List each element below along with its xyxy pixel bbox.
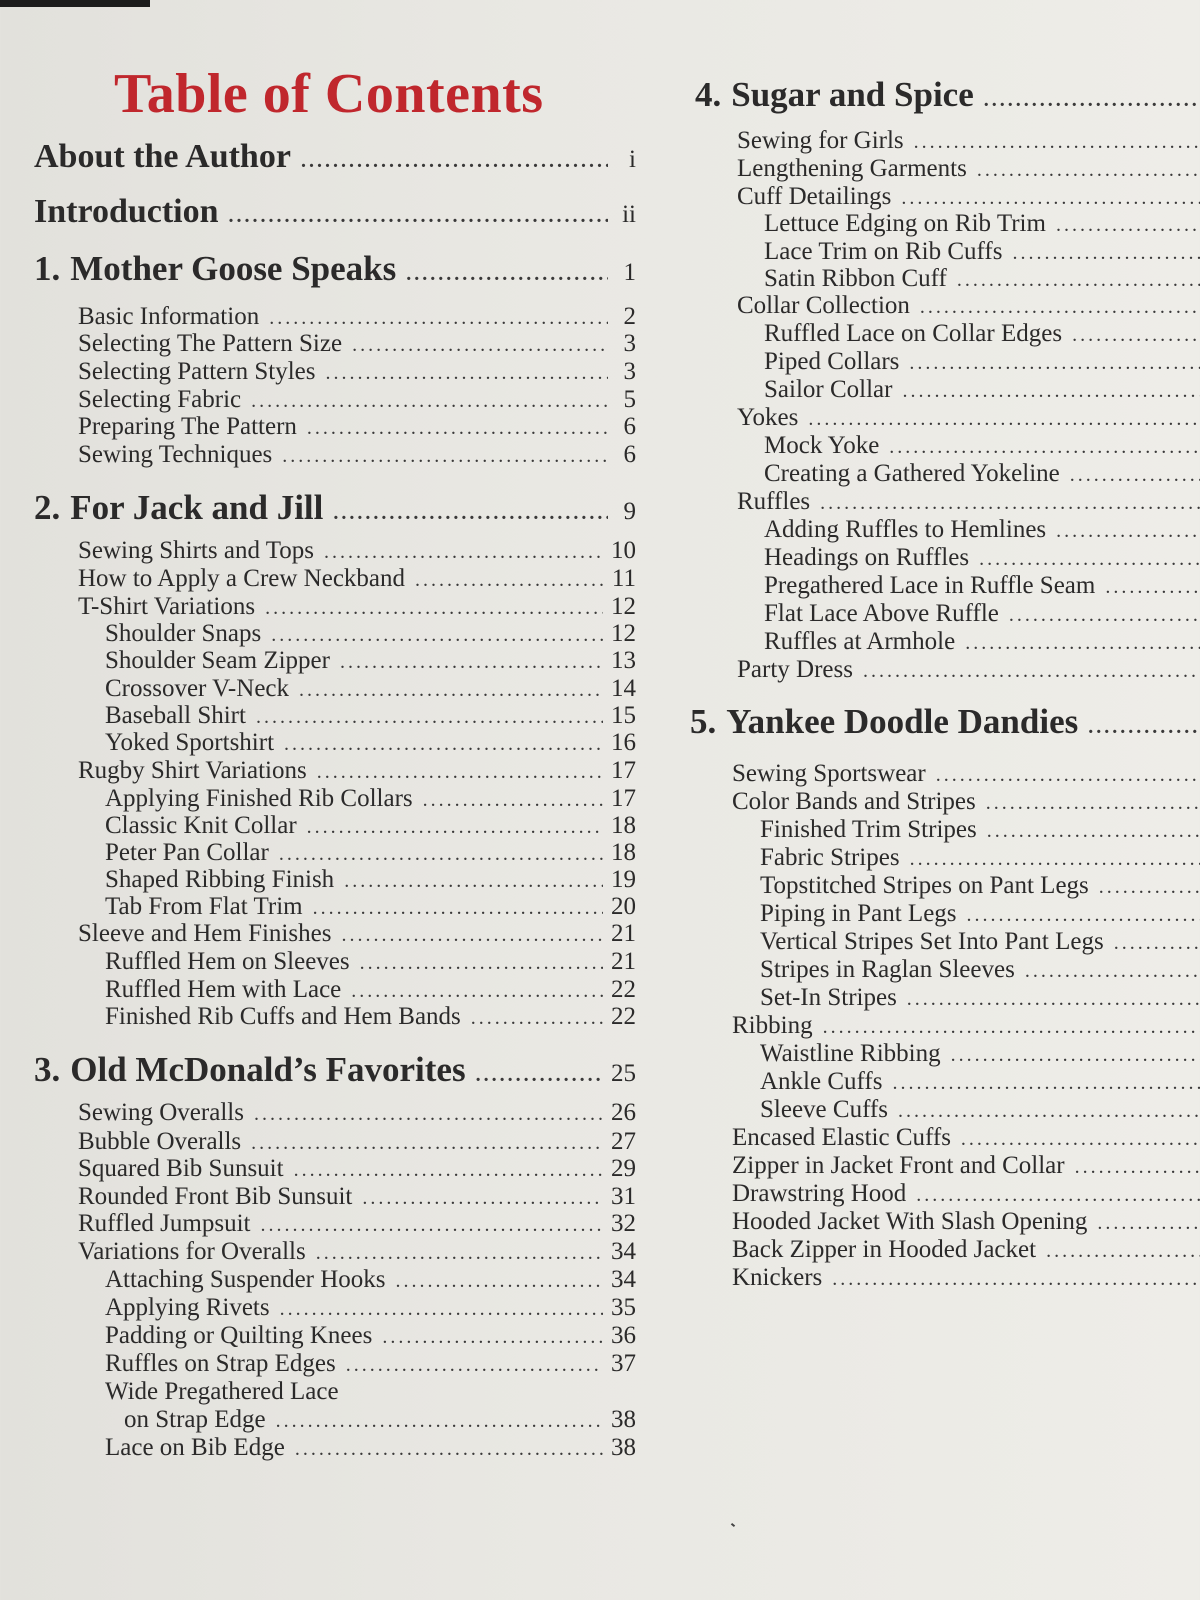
toc-entry-selecting-pattern-styles — [78, 358, 636, 386]
page-number: 1 — [623, 259, 636, 286]
entry-label: T-Shirt Variations — [78, 593, 256, 620]
page-number: 25 — [611, 1060, 636, 1087]
toc-entry-ruffled-hem-on-sleeves — [105, 948, 636, 976]
toc-entry-bubble-overalls — [78, 1128, 636, 1156]
dot-leader — [276, 1410, 603, 1433]
toc-entry-mock-yoke — [764, 432, 1200, 460]
page-number: 29 — [611, 1155, 636, 1182]
toc-entry-set-in-stripes — [760, 984, 1200, 1012]
entry-label: Topstitched Stripes on Pant Legs — [760, 872, 1089, 899]
dot-leader — [902, 380, 1200, 403]
entry-label: Bubble Overalls — [78, 1128, 242, 1155]
entry-label: Tab From Flat Trim — [105, 893, 303, 920]
toc-entry-shaped-ribbing-finish — [105, 866, 636, 894]
entry-label: Shaped Ribbing Finish — [105, 866, 335, 893]
entry-label: Sailor Collar — [764, 376, 893, 403]
page-number: 17 — [611, 757, 636, 784]
toc-entry-sewing-for-girls — [737, 127, 1200, 155]
toc-entry-satin-ribbon-cuff — [764, 265, 1200, 293]
toc-entry-topstitched-stripes-on-pant-legs — [760, 872, 1200, 900]
front-matter-entry-introduction — [34, 193, 636, 231]
toc-entry-finished-rib-cuffs-and-hem-bands — [105, 1003, 636, 1031]
toc-entry-lettuce-edging-on-rib-trim — [764, 210, 1200, 238]
entry-label: Old McDonald’s Favorites — [70, 1050, 466, 1089]
toc-entry-pregathered-lace-in-ruffle-seam — [764, 572, 1200, 600]
toc-entry-yoked-sportshirt — [105, 729, 636, 757]
entry-label: Pregathered Lace in Ruffle Seam — [764, 572, 1096, 599]
dot-leader — [295, 1438, 603, 1461]
page-number: 34 — [611, 1266, 636, 1293]
dot-leader — [907, 988, 1200, 1011]
entry-label: Mock Yoke — [764, 432, 880, 459]
toc-entry-on-strap-edge — [124, 1406, 636, 1434]
toc-entry-t-shirt-variations — [78, 593, 636, 621]
toc-entry-cuff-detailings — [737, 183, 1200, 211]
dot-leader — [307, 417, 608, 440]
dot-leader — [984, 89, 1200, 112]
entry-label: Sewing Shirts and Tops — [78, 537, 314, 564]
dot-leader — [977, 159, 1200, 182]
page-number: i — [629, 146, 636, 173]
dot-leader — [279, 843, 603, 866]
toc-entry-sleeve-cuffs — [760, 1096, 1200, 1124]
entry-label: Ankle Cuffs — [760, 1068, 883, 1095]
entry-label: Attaching Suspender Hooks — [105, 1266, 386, 1293]
dot-leader — [892, 1072, 1200, 1095]
page-number: 31 — [611, 1183, 636, 1210]
toc-entry-zipper-in-jacket-front-and-collar — [732, 1152, 1200, 1180]
toc-entry-shoulder-snaps — [105, 620, 636, 648]
dot-leader — [362, 1187, 603, 1210]
toc-entry-applying-finished-rib-collars — [105, 785, 636, 813]
dot-leader — [820, 492, 1200, 515]
dot-leader — [1025, 960, 1200, 983]
entry-label: Collar Collection — [737, 292, 910, 319]
dot-leader — [313, 897, 603, 920]
entry-label: Ruffled Jumpsuit — [78, 1210, 251, 1237]
dot-leader — [910, 848, 1200, 871]
entry-label: Crossover V-Neck — [105, 675, 290, 702]
entry-label: Lettuce Edging on Rib Trim — [764, 210, 1046, 237]
toc-entry-piped-collars — [764, 348, 1200, 376]
page-number: 21 — [611, 920, 636, 947]
page-number: 37 — [611, 1350, 636, 1377]
dot-leader — [961, 1128, 1200, 1151]
dot-leader — [957, 269, 1200, 292]
page-number: 3 — [623, 330, 636, 357]
entry-label: Rugby Shirt Variations — [78, 757, 307, 784]
page-number: 17 — [611, 785, 636, 812]
entry-label: Party Dress — [737, 656, 853, 683]
dot-leader — [863, 660, 1200, 683]
entry-label: Fabric Stripes — [760, 844, 900, 871]
dot-leader — [1009, 604, 1200, 627]
entry-label: Rounded Front Bib Sunsuit — [78, 1183, 353, 1210]
dot-leader — [346, 1354, 603, 1377]
toc-entry-tab-from-flat-trim — [105, 893, 636, 921]
dot-leader — [916, 1184, 1200, 1207]
entry-label: Creating a Gathered Yokeline — [764, 460, 1060, 487]
dot-leader — [1056, 520, 1200, 543]
toc-entry-creating-a-gathered-yokeline — [764, 460, 1200, 488]
entry-label: Variations for Overalls — [78, 1238, 306, 1265]
entry-label: Set-In Stripes — [760, 984, 897, 1011]
toc-entry-ruffles — [737, 488, 1200, 516]
dot-leader — [382, 1326, 603, 1349]
entry-label: Sleeve and Hem Finishes — [78, 920, 332, 947]
entry-label: Sewing Overalls — [78, 1099, 244, 1126]
toc-entry-yokes — [737, 404, 1200, 432]
dot-leader — [423, 789, 603, 812]
dot-leader — [352, 334, 608, 357]
chapter-number: 3. — [34, 1050, 61, 1089]
entry-label: Lengthening Garments — [737, 155, 967, 182]
paper-speck — [731, 1523, 735, 1527]
toc-entry-selecting-the-pattern-size — [78, 330, 636, 358]
toc-entry-adding-ruffles-to-hemlines — [764, 516, 1200, 544]
entry-label: Satin Ribbon Cuff — [764, 265, 947, 292]
entry-label: Color Bands and Stripes — [732, 788, 976, 815]
toc-entry-padding-or-quilting-knees — [105, 1322, 636, 1350]
dot-leader — [914, 131, 1200, 154]
page-number: 12 — [611, 620, 636, 647]
toc-entry-sewing-sportswear — [732, 760, 1200, 788]
page-number: 5 — [623, 386, 636, 413]
dot-leader — [341, 924, 603, 947]
entry-label: Finished Rib Cuffs and Hem Bands — [105, 1003, 461, 1030]
page-number: 10 — [611, 537, 636, 564]
entry-label: Yokes — [737, 404, 799, 431]
dot-leader — [351, 980, 603, 1003]
page-number: 38 — [611, 1434, 636, 1461]
toc-entry-peter-pan-collar — [105, 839, 636, 867]
toc-entry-variations-for-overalls — [78, 1238, 636, 1266]
dot-leader — [951, 1044, 1200, 1067]
dot-leader — [333, 502, 608, 525]
toc-entry-vertical-stripes-set-into-pant-legs — [760, 928, 1200, 956]
page-title: Table of Contents — [114, 63, 544, 125]
dot-leader — [324, 541, 603, 564]
entry-label: Stripes in Raglan Sleeves — [760, 956, 1015, 983]
dot-leader — [282, 445, 608, 468]
entry-label: Sewing Techniques — [78, 441, 273, 468]
entry-label: Applying Finished Rib Collars — [105, 785, 413, 812]
entry-label: Hooded Jacket With Slash Opening — [732, 1208, 1088, 1235]
page-number: 16 — [611, 729, 636, 756]
entry-label: About the Author — [34, 138, 291, 175]
dot-leader — [307, 816, 603, 839]
toc-entry-encased-elastic-cuffs — [732, 1124, 1200, 1152]
dot-leader — [1099, 876, 1200, 899]
page-number: 9 — [623, 498, 636, 525]
page-number: 13 — [611, 647, 636, 674]
page-number: 22 — [611, 1003, 636, 1030]
dot-leader — [1097, 1212, 1200, 1235]
entry-label: Yankee Doodle Dandies — [726, 702, 1079, 741]
front-matter-entry-about-the-author — [34, 138, 636, 176]
entry-label: Shoulder Snaps — [105, 620, 262, 647]
entry-label: Ruffles — [737, 488, 811, 515]
page-number: 2 — [623, 303, 636, 330]
page-number: 19 — [611, 866, 636, 893]
dot-leader — [476, 1064, 603, 1087]
toc-entry-ribbing — [732, 1012, 1200, 1040]
dot-leader — [986, 792, 1200, 815]
page-number: 6 — [623, 441, 636, 468]
toc-entry-ruffles-at-armhole — [764, 628, 1200, 656]
page-number: 18 — [611, 812, 636, 839]
dot-leader — [317, 761, 603, 784]
dot-leader — [936, 764, 1200, 787]
page-number: 12 — [611, 593, 636, 620]
dot-leader — [229, 205, 608, 228]
entry-label: Selecting The Pattern Size — [78, 330, 343, 357]
toc-entry-collar-collection — [737, 292, 1200, 320]
dot-leader — [251, 1132, 603, 1155]
entry-label: Preparing The Pattern — [78, 413, 297, 440]
entry-label: Headings on Ruffles — [764, 544, 970, 571]
entry-label: Sugar and Spice — [731, 75, 974, 114]
dot-leader — [360, 952, 603, 975]
toc-entry-sewing-techniques — [78, 441, 636, 469]
toc-entry-applying-rivets — [105, 1294, 636, 1322]
dot-leader — [889, 436, 1200, 459]
toc-entry-ruffled-lace-on-collar-edges — [764, 320, 1200, 348]
entry-label: Cuff Detailings — [737, 183, 892, 210]
chapter-entry-old-mcdonald-s-favorites — [34, 1050, 636, 1090]
entry-label: For Jack and Jill — [70, 488, 324, 527]
toc-entry-preparing-the-pattern — [78, 413, 636, 441]
page-number: 35 — [611, 1294, 636, 1321]
entry-label: Back Zipper in Hooded Jacket — [732, 1236, 1037, 1263]
toc-entry-how-to-apply-a-crew-neckband — [78, 565, 636, 593]
entry-label: Applying Rivets — [105, 1294, 270, 1321]
entry-label: Sewing for Girls — [737, 127, 904, 154]
entry-label: Sewing Sportswear — [732, 760, 926, 787]
page-number: 26 — [611, 1099, 636, 1126]
dot-leader — [979, 548, 1200, 571]
toc-entry-flat-lace-above-ruffle — [764, 600, 1200, 628]
entry-label: Drawstring Hood — [732, 1180, 907, 1207]
toc-entry-squared-bib-sunsuit — [78, 1155, 636, 1183]
toc-entry-lengthening-garments — [737, 155, 1200, 183]
dot-leader — [823, 1016, 1200, 1039]
dot-leader — [284, 733, 603, 756]
page-number: 34 — [611, 1238, 636, 1265]
page-number: 11 — [611, 565, 636, 592]
toc-entry-rugby-shirt-variations — [78, 757, 636, 785]
page-number: 36 — [611, 1322, 636, 1349]
dot-leader — [280, 1298, 603, 1321]
toc-entry-classic-knit-collar — [105, 812, 636, 840]
entry-label: Flat Lace Above Ruffle — [764, 600, 999, 627]
toc-entry-knickers — [732, 1264, 1200, 1292]
chapter-entry-yankee-doodle-dandies — [690, 702, 1200, 742]
toc-entry-attaching-suspender-hooks — [105, 1266, 636, 1294]
dot-leader — [967, 904, 1200, 927]
dot-leader — [265, 597, 603, 620]
dot-leader — [987, 820, 1200, 843]
dot-leader — [1114, 932, 1200, 955]
entry-label: Ruffled Hem with Lace — [105, 976, 342, 1003]
toc-entry-baseball-shirt — [105, 702, 636, 730]
entry-label: Piped Collars — [764, 348, 900, 375]
page-number: 27 — [611, 1128, 636, 1155]
entry-label: Baseball Shirt — [105, 702, 246, 729]
toc-entry-fabric-stripes — [760, 844, 1200, 872]
entry-label: Mother Goose Speaks — [70, 249, 397, 288]
dot-leader — [256, 706, 603, 729]
entry-label: Waistline Ribbing — [760, 1040, 941, 1067]
toc-entry-lace-trim-on-rib-cuffs — [764, 238, 1200, 266]
entry-label: Selecting Pattern Styles — [78, 358, 316, 385]
dot-leader — [1046, 1240, 1200, 1263]
toc-entry-basic-information — [78, 303, 636, 331]
page-edge-shadow — [0, 0, 150, 7]
entry-label: Ruffles on Strap Edges — [105, 1350, 336, 1377]
dot-leader — [254, 1103, 603, 1126]
page-number: 32 — [611, 1210, 636, 1237]
entry-label: Sleeve Cuffs — [760, 1096, 888, 1123]
dot-leader — [260, 1214, 603, 1237]
chapter-entry-sugar-and-spice — [695, 75, 1200, 115]
dot-leader — [808, 408, 1200, 431]
entry-label: How to Apply a Crew Neckband — [78, 565, 406, 592]
entry-label: Finished Trim Stripes — [760, 816, 977, 843]
chapter-entry-mother-goose-speaks — [34, 249, 636, 289]
toc-entry-stripes-in-raglan-sleeves — [760, 956, 1200, 984]
entry-label: Vertical Stripes Set Into Pant Legs — [760, 928, 1104, 955]
page-number: 20 — [611, 893, 636, 920]
dot-leader — [269, 307, 608, 330]
entry-label: on Strap Edge — [124, 1406, 266, 1433]
dot-leader — [1056, 214, 1200, 237]
entry-label: Ribbing — [732, 1012, 813, 1039]
entry-label: Selecting Fabric — [78, 386, 242, 413]
page-number: 22 — [611, 976, 636, 1003]
chapter-number: 1. — [34, 249, 61, 288]
toc-entry-sailor-collar — [764, 376, 1200, 404]
toc-entry-ruffles-on-strap-edges — [105, 1350, 636, 1378]
toc-entry-sewing-shirts-and-tops — [78, 537, 636, 565]
page-number: ii — [622, 201, 636, 228]
entry-label: Encased Elastic Cuffs — [732, 1124, 951, 1151]
chapter-number: 2. — [34, 488, 61, 527]
entry-label: Yoked Sportshirt — [105, 729, 275, 756]
toc-entry-ankle-cuffs — [760, 1068, 1200, 1096]
entry-label: Ruffled Lace on Collar Edges — [764, 320, 1063, 347]
entry-label: Basic Information — [78, 303, 260, 330]
dot-leader — [271, 624, 603, 647]
dot-leader — [396, 1270, 603, 1293]
toc-entry-rounded-front-bib-sunsuit — [78, 1183, 636, 1211]
entry-label: Wide Pregathered Lace — [105, 1378, 339, 1405]
dot-leader — [898, 1100, 1200, 1123]
toc-entry-selecting-fabric — [78, 386, 636, 414]
dot-leader — [325, 362, 608, 385]
toc-entry-color-bands-and-stripes — [732, 788, 1200, 816]
dot-leader — [1105, 576, 1200, 599]
dot-leader — [344, 870, 603, 893]
dot-leader — [415, 569, 604, 592]
chapter-number: 4. — [695, 75, 722, 114]
dot-leader — [832, 1268, 1200, 1291]
toc-entry-piping-in-pant-legs — [760, 900, 1200, 928]
toc-entry-waistline-ribbing — [760, 1040, 1200, 1068]
entry-label: Padding or Quilting Knees — [105, 1322, 373, 1349]
page-number: 21 — [611, 948, 636, 975]
dot-leader — [406, 263, 608, 286]
entry-label: Lace on Bib Edge — [105, 1434, 285, 1461]
dot-leader — [1075, 1156, 1200, 1179]
dot-leader — [294, 1159, 603, 1182]
page-number: 14 — [611, 675, 636, 702]
toc-entry-drawstring-hood — [732, 1180, 1200, 1208]
page-number: 38 — [611, 1406, 636, 1433]
entry-label: Peter Pan Collar — [105, 839, 269, 866]
toc-entry-sleeve-and-hem-finishes — [78, 920, 636, 948]
entry-label: Introduction — [34, 193, 219, 230]
dot-leader — [965, 632, 1200, 655]
entry-label: Squared Bib Sunsuit — [78, 1155, 284, 1182]
chapter-number: 5. — [690, 702, 717, 741]
entry-label: Lace Trim on Rib Cuffs — [764, 238, 1003, 265]
entry-label: Classic Knit Collar — [105, 812, 297, 839]
dot-leader — [471, 1007, 603, 1030]
dot-leader — [301, 150, 608, 173]
dot-leader — [920, 296, 1200, 319]
dot-leader — [1072, 324, 1200, 347]
page-number: 6 — [623, 413, 636, 440]
dot-leader — [251, 390, 608, 413]
dot-leader — [316, 1242, 603, 1265]
toc-entry-party-dress — [737, 656, 1200, 684]
toc-entry-wide-pregathered-lace — [105, 1378, 636, 1406]
entry-label: Ruffled Hem on Sleeves — [105, 948, 350, 975]
page-number: 3 — [623, 358, 636, 385]
entry-label: Zipper in Jacket Front and Collar — [732, 1152, 1065, 1179]
toc-entry-shoulder-seam-zipper — [105, 647, 636, 675]
toc-entry-headings-on-ruffles — [764, 544, 1200, 572]
toc-entry-finished-trim-stripes — [760, 816, 1200, 844]
entry-label: Ruffles at Armhole — [764, 628, 956, 655]
chapter-entry-for-jack-and-jill — [34, 488, 636, 528]
page-number: 15 — [611, 702, 636, 729]
dot-leader — [1012, 242, 1200, 265]
entry-label: Knickers — [732, 1264, 823, 1291]
dot-leader — [299, 679, 603, 702]
toc-entry-ruffled-jumpsuit — [78, 1210, 636, 1238]
entry-label: Shoulder Seam Zipper — [105, 647, 330, 674]
toc-entry-lace-on-bib-edge — [105, 1434, 636, 1462]
dot-leader — [909, 352, 1200, 375]
entry-label: Piping in Pant Legs — [760, 900, 957, 927]
toc-entry-back-zipper-in-hooded-jacket — [732, 1236, 1200, 1264]
toc-entry-ruffled-hem-with-lace — [105, 976, 636, 1004]
toc-entry-hooded-jacket-with-slash-opening — [732, 1208, 1200, 1236]
entry-label: Adding Ruffles to Hemlines — [764, 516, 1047, 543]
toc-entry-sewing-overalls — [78, 1099, 636, 1127]
dot-leader — [901, 187, 1200, 210]
page-number: 18 — [611, 839, 636, 866]
dot-leader — [1088, 716, 1200, 739]
dot-leader — [340, 651, 603, 674]
toc-entry-crossover-v-neck — [105, 675, 636, 703]
dot-leader — [1070, 464, 1200, 487]
